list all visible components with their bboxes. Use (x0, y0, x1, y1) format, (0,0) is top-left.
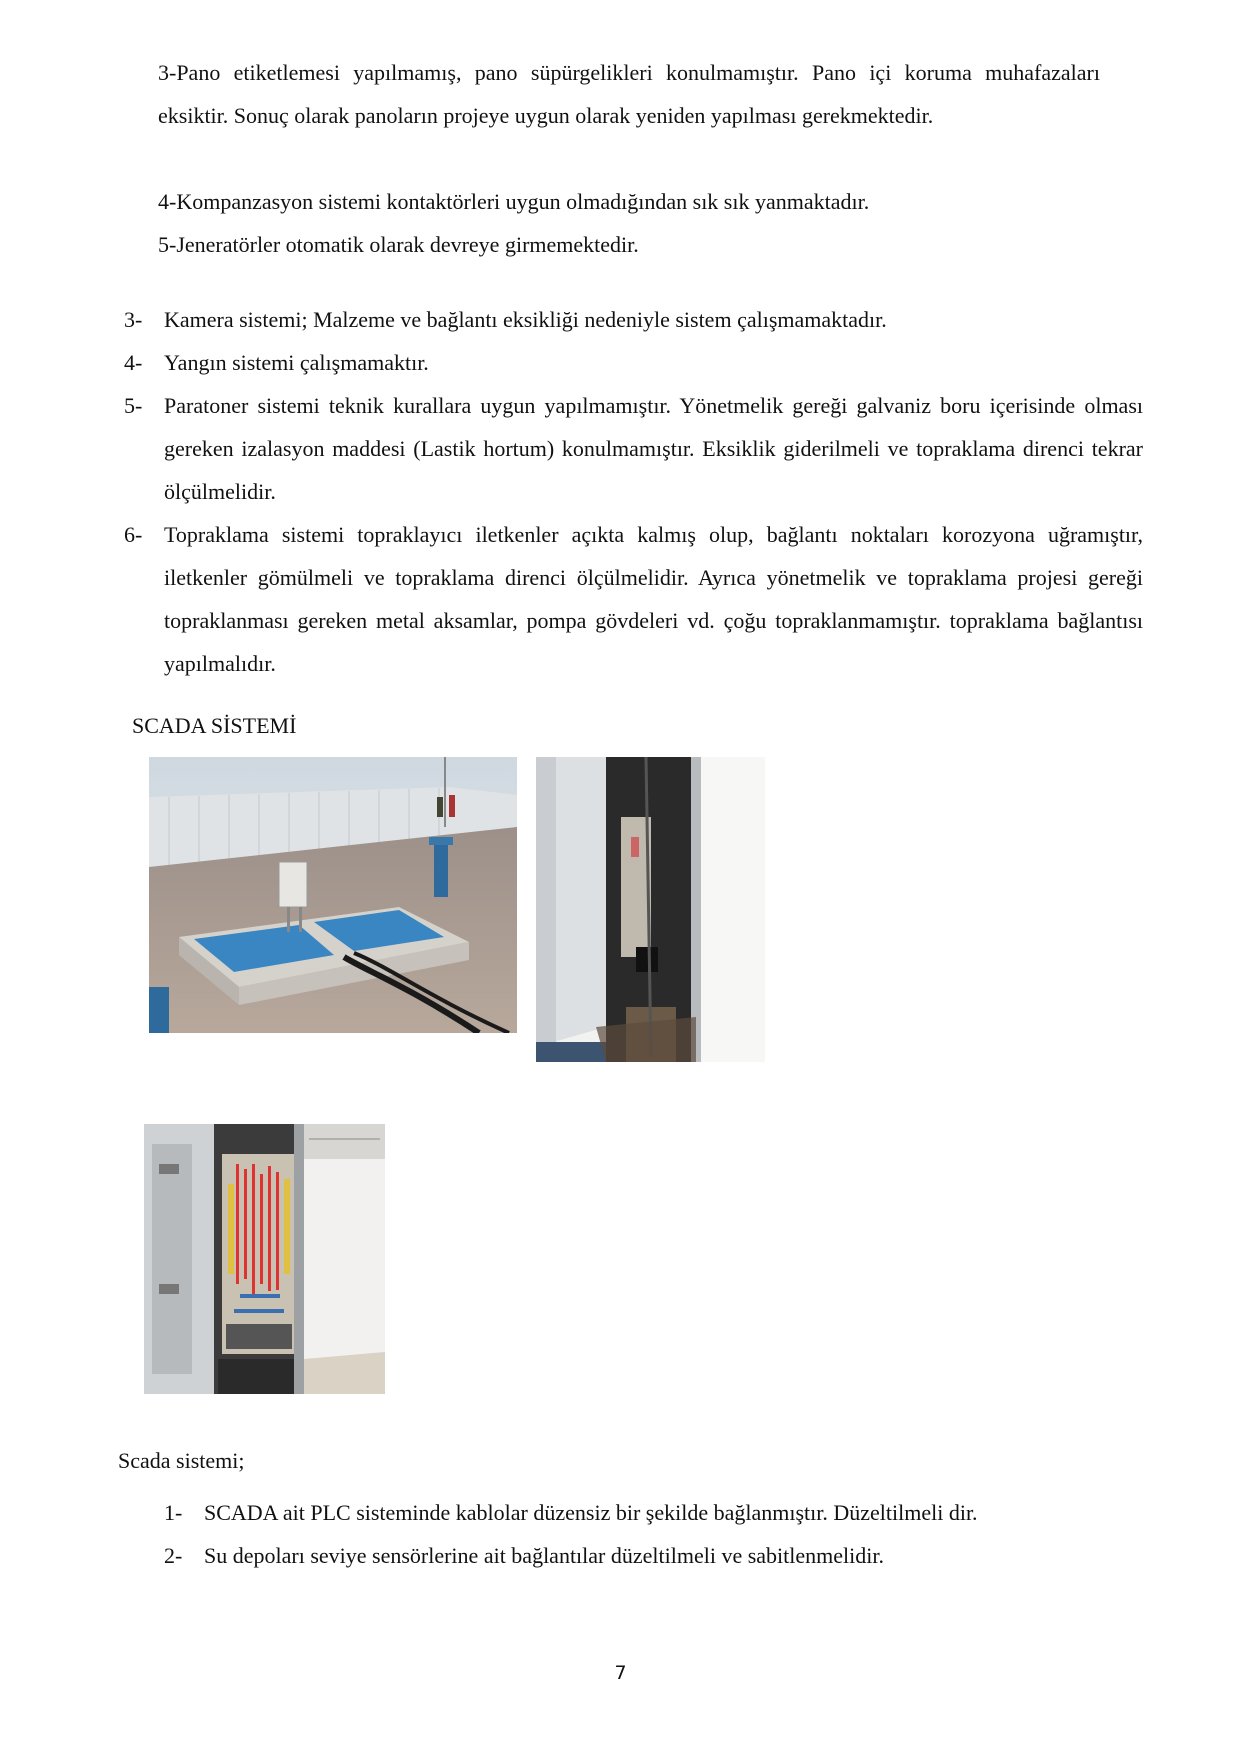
cabinet-gap-photo (536, 757, 765, 1062)
sub-item-5: 5-Jeneratörler otomatik olarak devreye girmemektedir. (158, 232, 639, 257)
list-item-number: 4- (124, 350, 143, 375)
page-number: 7 (614, 1662, 627, 1684)
list-item-5 (124, 384, 1143, 513)
scada-intro: Scada sistemi; (118, 1448, 245, 1473)
list-item-text: SCADA ait PLC sisteminde kablolar düzensiz bir şekilde bağlanmıştır. Düzeltilmeli dir. (204, 1500, 978, 1525)
list-item-number: 2- (164, 1543, 183, 1568)
list-item-text: Topraklama sistemi topraklayıcı iletkenler açıkta kalmış olup, bağlantı noktaları korozyona uğramıştır, iletkenler gömülmeli ve topraklama direnci ölçülmelidir. Ayrıca yönetmelik ve topraklama projesi gereği topraklanması gereken metal aksamlar, pompa gövdeleri vd. çoğu topraklanmamıştır. topraklama bağlantısı yapılmalıdır. (164, 522, 1143, 676)
list-item-text: Yangın sistemi çalışmamaktır. (164, 350, 429, 375)
list-item-4 (124, 341, 1143, 384)
plc-cabinet-photo (144, 1124, 385, 1394)
scada-item-1 (164, 1491, 1124, 1534)
scada-item-2 (164, 1534, 1124, 1577)
list-item-text: Su depoları seviye sensörlerine ait bağlantılar düzeltilmeli ve sabitlenmelidir. (204, 1543, 884, 1568)
sub-item-3: 3-Pano etiketlemesi yapılmamış, pano süpürgelikleri konulmamıştır. Pano içi koruma muhafazaları eksiktir. Sonuç olarak panoların projeye uygun olarak yeniden yapılması gerekmektedir. (158, 60, 1100, 128)
rooftop-tank-photo (149, 757, 517, 1033)
list-item-6 (124, 513, 1143, 685)
sub-item-4: 4-Kompanzasyon sistemi kontaktörleri uygun olmadığından sık sık yanmaktadır. (158, 189, 870, 214)
list-item-text: Kamera sistemi; Malzeme ve bağlantı eksikliği nedeniyle sistem çalışmamaktadır. (164, 307, 887, 332)
list-item-text: Paratoner sistemi teknik kurallara uygun yapılmamıştır. Yönetmelik gereği galvaniz boru içerisinde olması gereken izalasyon maddesi (Lastik hortum) konulmamıştır. Eksiklik giderilmeli ve topraklama direnci tekrar ölçülmelidir. (164, 393, 1143, 504)
list-item-3 (124, 298, 1143, 341)
list-item-number: 3- (124, 307, 143, 332)
list-item-number: 6- (124, 522, 143, 547)
scada-heading: SCADA SİSTEMİ (132, 713, 297, 738)
list-item-number: 5- (124, 393, 143, 418)
list-item-number: 1- (164, 1500, 183, 1525)
